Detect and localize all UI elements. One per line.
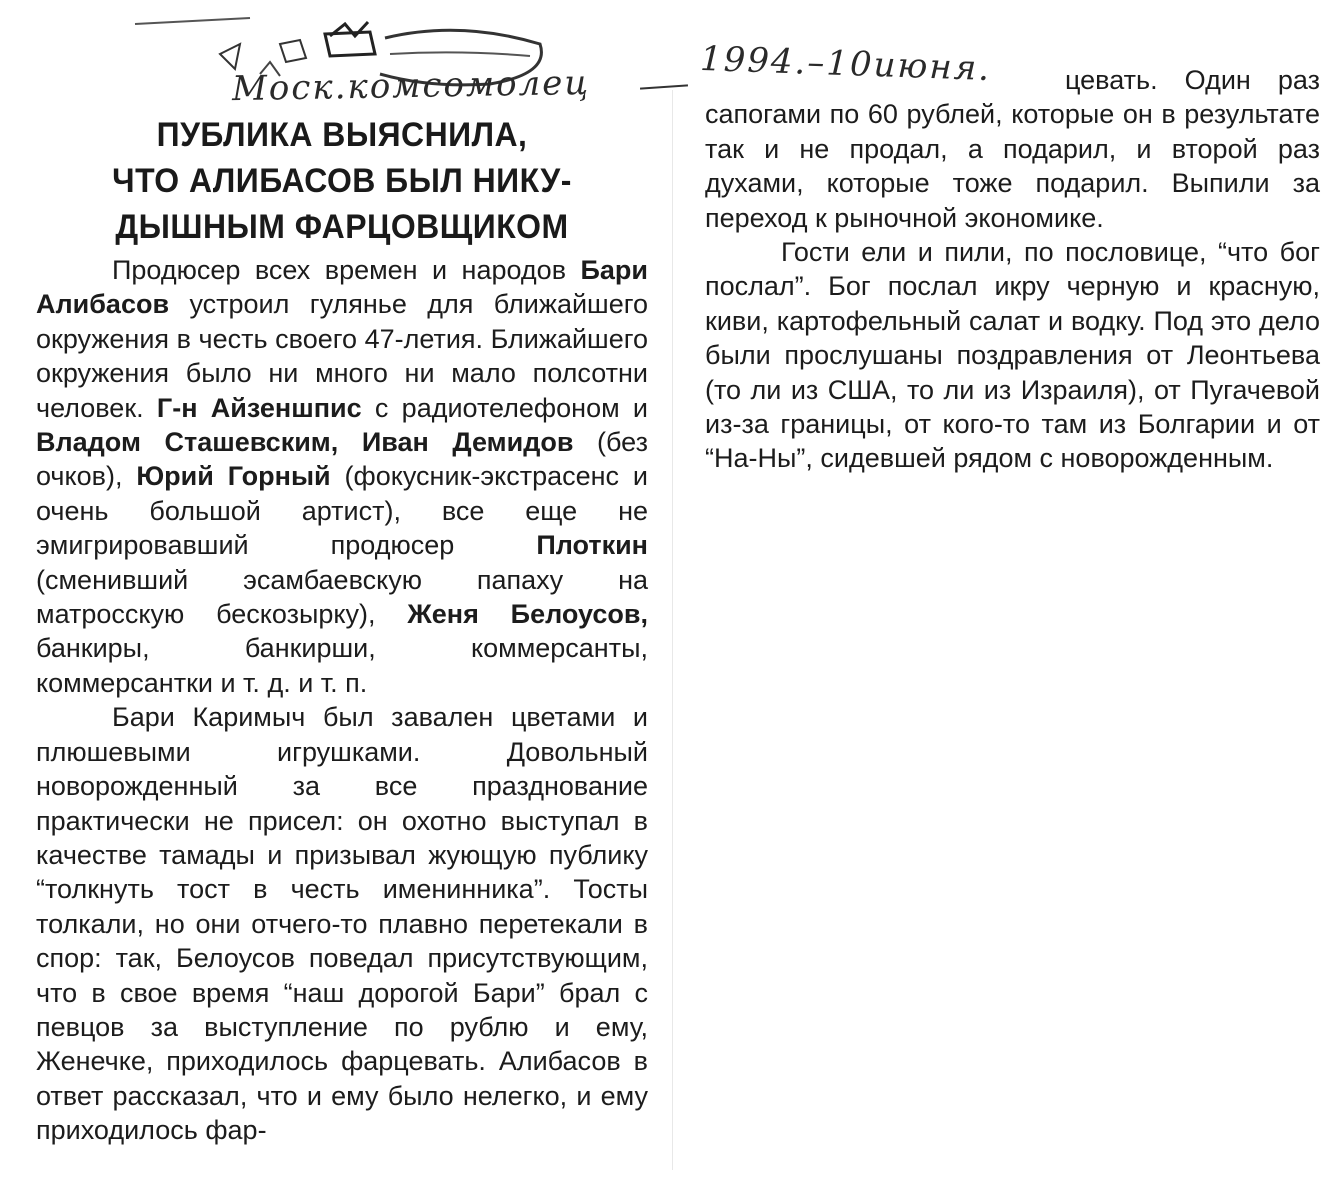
bold-name: Женя Белоусов, (407, 599, 648, 630)
text-run: Продюсер всех времен и народов (112, 255, 581, 285)
article-paragraph: Гости ели и пили, по пословице, “что бог послал”. Бог послал икру черную и красную, киви, картофельный салат и водку. Под это дело были прослушаны поздравления от Леонтьева (то ли из США, то ли из Израиля), от Пугачевой из-за границы, от кого-то там из Болгарии и от “На-Ны”, сидевшей рядом с новорожденным. (705, 237, 1320, 474)
headline-line: ЧТО АЛИБАСОВ БЫЛ НИКУ- (112, 162, 572, 200)
article-paragraph: цевать. Один раз сапогами по 60 рублей, которые он в результате так и не продал, а подарил, и второй раз духами, которые тоже подарил. Выпили за переход к рыночной экономике. (705, 65, 1320, 233)
headline-line: ДЫШНЫМ ФАРЦОВЩИКОМ (115, 208, 569, 246)
handwritten-source-note: Моск.комсомолец (231, 62, 591, 110)
text-run: устроил гулянье для ближайшего окружения в честь своего 47-летия. Ближайшего окружения было ни много ни мало полсотни человек. (36, 289, 648, 423)
text-run: (фокусник-экстрасенс и очень большой артист), все еще не эмигрировавший продюсер (36, 461, 648, 561)
article-column-left (36, 253, 648, 1148)
bold-name: Г-н Айзеншпис (156, 392, 362, 423)
bold-name: Владом Сташевским, Иван Демидов (36, 427, 574, 458)
article-headline (54, 112, 629, 250)
handwritten-date-note: 1994.–10июня. (699, 38, 992, 90)
column-divider (672, 90, 673, 1170)
text-run: (сменивший эсамбаевскую папаху на матросскую бескозырку), (36, 564, 648, 630)
bold-name: Юрий Горный (136, 461, 331, 492)
text-run: банкиры, банкирши, коммерсанты, коммерсантки и т. д. и т. п. (36, 633, 648, 698)
bold-name: Бари Алибасов (36, 255, 648, 320)
article-paragraph: Бари Каримыч был завален цветами и плюшевыми игрушками. Довольный новорожденный за все празднование практически не присел: он охотно выступал в качестве тамады и призывал жующую публику “толкнуть тост в честь именинника”. Тосты толкали, но они отчего-то плавно перетекали в спор: так, Белоусов поведал присутствующим, что в свое время “наш дорогой Бари” брал с певцов за выступление по рублю и ему, Женечке, приходилось фарцевать. Алибасов в ответ рассказал, что и ему было нелегко, и ему приходилось фар- (36, 702, 648, 1146)
headline-line: ПУБЛИКА ВЫЯСНИЛА, (156, 116, 528, 154)
article-paragraph (36, 253, 648, 700)
article-column-right (705, 63, 1320, 476)
text-run: с радиотелефоном и (361, 392, 648, 423)
bold-name: Плоткин (536, 530, 648, 561)
text-run: (без очков), (36, 427, 648, 492)
handwritten-dash (640, 84, 688, 89)
